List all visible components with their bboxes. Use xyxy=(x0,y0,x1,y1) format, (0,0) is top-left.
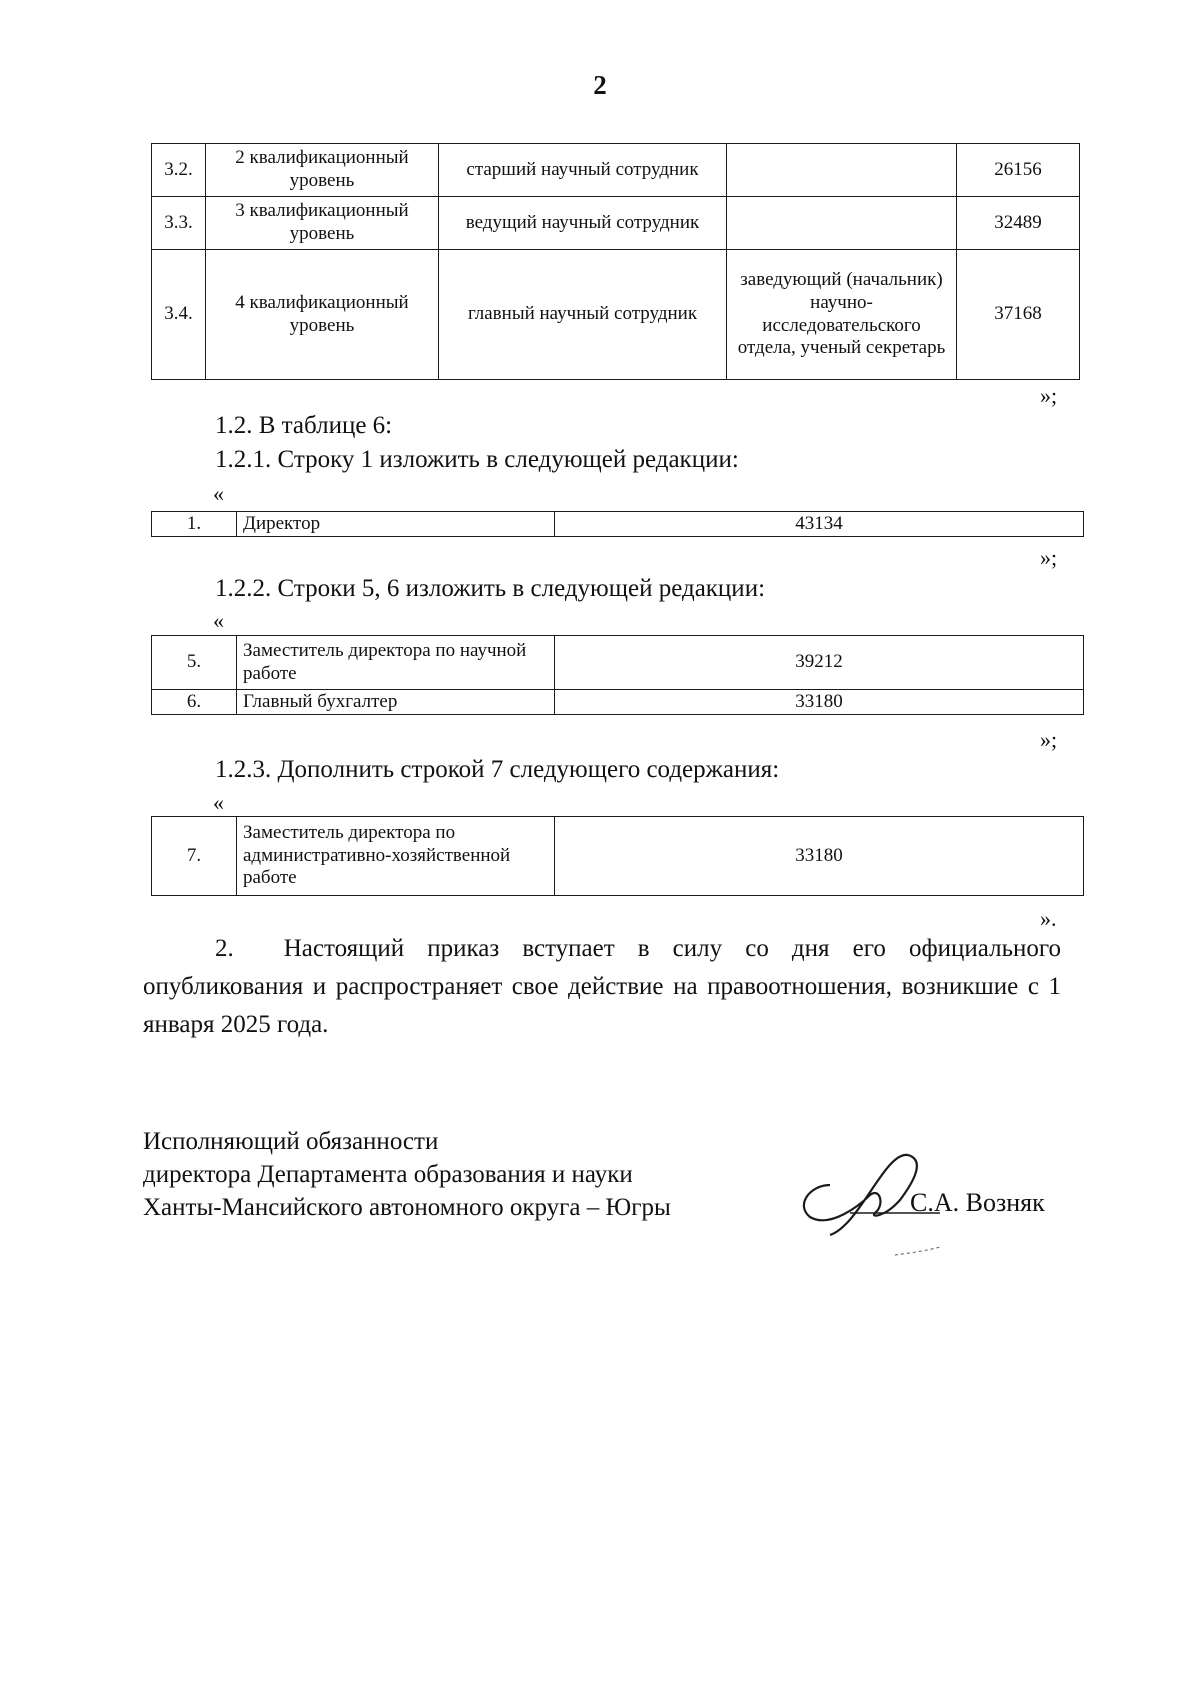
row-number: 3.4. xyxy=(152,250,206,380)
position-name: Главный бухгалтер xyxy=(237,690,555,715)
row-number: 7. xyxy=(152,817,237,896)
row-number: 6. xyxy=(152,690,237,715)
position-name: Заместитель директора по административно-хозяйственной работе xyxy=(237,817,555,896)
salary-value: 37168 xyxy=(957,250,1080,380)
table-row xyxy=(152,817,1084,896)
extra-position xyxy=(727,144,957,197)
closing-quote: »; xyxy=(1040,383,1058,408)
section-1-2: 1.2. В таблице 6: xyxy=(215,412,393,439)
signatory-title-line3: Ханты-Мансийского автономного округа – Югры xyxy=(143,1194,671,1221)
salary-value: 39212 xyxy=(555,636,1084,690)
position-title: старший научный сотрудник xyxy=(439,144,727,197)
opening-quote: « xyxy=(213,481,224,506)
position-title: ведущий научный сотрудник xyxy=(439,197,727,250)
extra-position xyxy=(727,197,957,250)
table-row xyxy=(152,250,1080,380)
qualification-level: 2 квалификационный уровень xyxy=(206,144,439,197)
table-row xyxy=(152,512,1084,537)
signatory-name: С.А. Возняк xyxy=(910,1188,1045,1217)
table-row xyxy=(152,690,1084,715)
extra-position: заведующий (начальник) научно-исследовательского отдела, ученый секретарь xyxy=(727,250,957,380)
row-number: 5. xyxy=(152,636,237,690)
section-1-2-3: 1.2.3. Дополнить строкой 7 следующего содержания: xyxy=(215,756,780,783)
salary-value: 43134 xyxy=(555,512,1084,537)
salary-value: 32489 xyxy=(957,197,1080,250)
opening-quote: « xyxy=(213,790,224,815)
table-row xyxy=(152,197,1080,250)
signatory-title-line1: Исполняющий обязанности xyxy=(143,1128,439,1155)
closing-quote: ». xyxy=(1040,906,1057,931)
table6-row1 xyxy=(151,511,1084,537)
table-row xyxy=(152,144,1080,197)
row-number: 3.2. xyxy=(152,144,206,197)
qualification-level: 3 квалификационный уровень xyxy=(206,197,439,250)
row-number: 3.3. xyxy=(152,197,206,250)
closing-quote: »; xyxy=(1040,545,1058,570)
qualification-table xyxy=(151,143,1080,380)
signatory-title-line2: директора Департамента образования и науки xyxy=(143,1161,633,1188)
page-number: 2 xyxy=(593,70,607,100)
position-name: Директор xyxy=(237,512,555,537)
table6-rows-5-6 xyxy=(151,635,1084,715)
signature-block xyxy=(143,1125,671,1224)
closing-quote: »; xyxy=(1040,727,1058,752)
position-name: Заместитель директора по научной работе xyxy=(237,636,555,690)
position-title: главный научный сотрудник xyxy=(439,250,727,380)
paragraph-2: 2. Настоящий приказ вступает в силу со дня его официального опубликования и распространяет свое действие на правоотношения, возникшие с 1 января 2025 года. xyxy=(143,935,1061,1038)
opening-quote: « xyxy=(213,608,224,633)
salary-value: 26156 xyxy=(957,144,1080,197)
salary-value: 33180 xyxy=(555,817,1084,896)
salary-value: 33180 xyxy=(555,690,1084,715)
row-number: 1. xyxy=(152,512,237,537)
table6-row7 xyxy=(151,816,1084,896)
section-1-2-2: 1.2.2. Строки 5, 6 изложить в следующей редакции: xyxy=(215,575,766,602)
qualification-level: 4 квалификационный уровень xyxy=(206,250,439,380)
section-1-2-1: 1.2.1. Строку 1 изложить в следующей редакции: xyxy=(215,446,739,473)
table-row xyxy=(152,636,1084,690)
